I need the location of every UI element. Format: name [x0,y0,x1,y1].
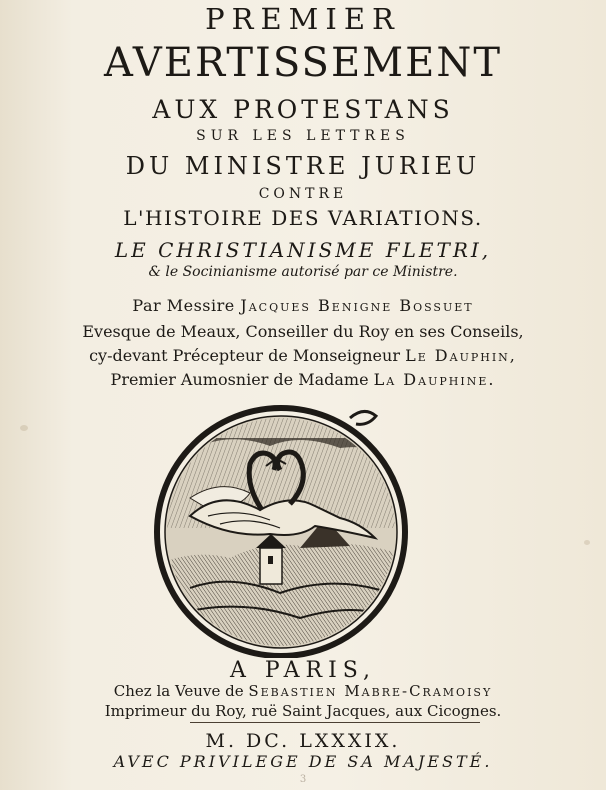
foxing-spot [584,540,590,545]
emblem-serpent-ornament [350,411,376,424]
author-prefix: Par Messire [132,296,241,315]
emblem-tower [260,548,282,584]
printer-prefix: Chez la Veuve de [113,682,249,700]
printer-device-emblem [150,398,412,658]
title-line-contre: CONTRE [258,186,348,202]
title-line-jurieu: DU MINISTRE JURIEU [125,152,481,180]
author-office-1: Evesque de Meaux, Conseiller du Roy en ses Conseils, [82,322,524,341]
office2-name: Le Dauphin, [405,346,517,365]
title-line-socinianisme: & le Socinianisme autorisé par ce Ministre. [148,264,458,280]
author-name: Jacques Benigne Bossuet [240,296,474,315]
author-office-2 [0,346,606,365]
title-line-avertissement: AVERTISSEMENT [103,40,502,86]
imprint-printer [0,682,606,700]
author-line [0,296,606,315]
title-line-lettres: SUR LES LETTRES [196,128,410,144]
office3-prefix: Premier Aumosnier de Madame [110,370,374,389]
imprint-printer-address: Imprimeur du Roy, ruë Saint Jacques, aux Cicognes. [104,702,502,720]
office2-prefix: cy-devant Précepteur de Monseigneur [89,346,406,365]
imprint-privilege: AVEC PRIVILEGE DE SA MAJESTÉ. [113,752,493,771]
title-line-christianisme: LE CHRISTIANISME FLETRI, [114,238,492,262]
emblem-window [268,556,273,564]
title-line-premier: PREMIER [205,2,401,36]
foxing-spot [20,425,28,431]
office3-name: La Dauphine. [373,370,496,389]
imprint-city: A PARIS, [229,658,377,683]
imprint-divider [190,722,480,723]
imprint-year: M. DC. LXXXIX. [205,730,401,752]
author-office-3 [0,370,606,389]
title-line-protestans: AUX PROTESTANS [152,95,454,124]
title-line-variations: L'HISTOIRE DES VARIATIONS. [123,206,483,230]
shelfmark: 3 [299,774,307,785]
printer-name: Sebastien Mabre-Cramoisy [248,682,493,700]
